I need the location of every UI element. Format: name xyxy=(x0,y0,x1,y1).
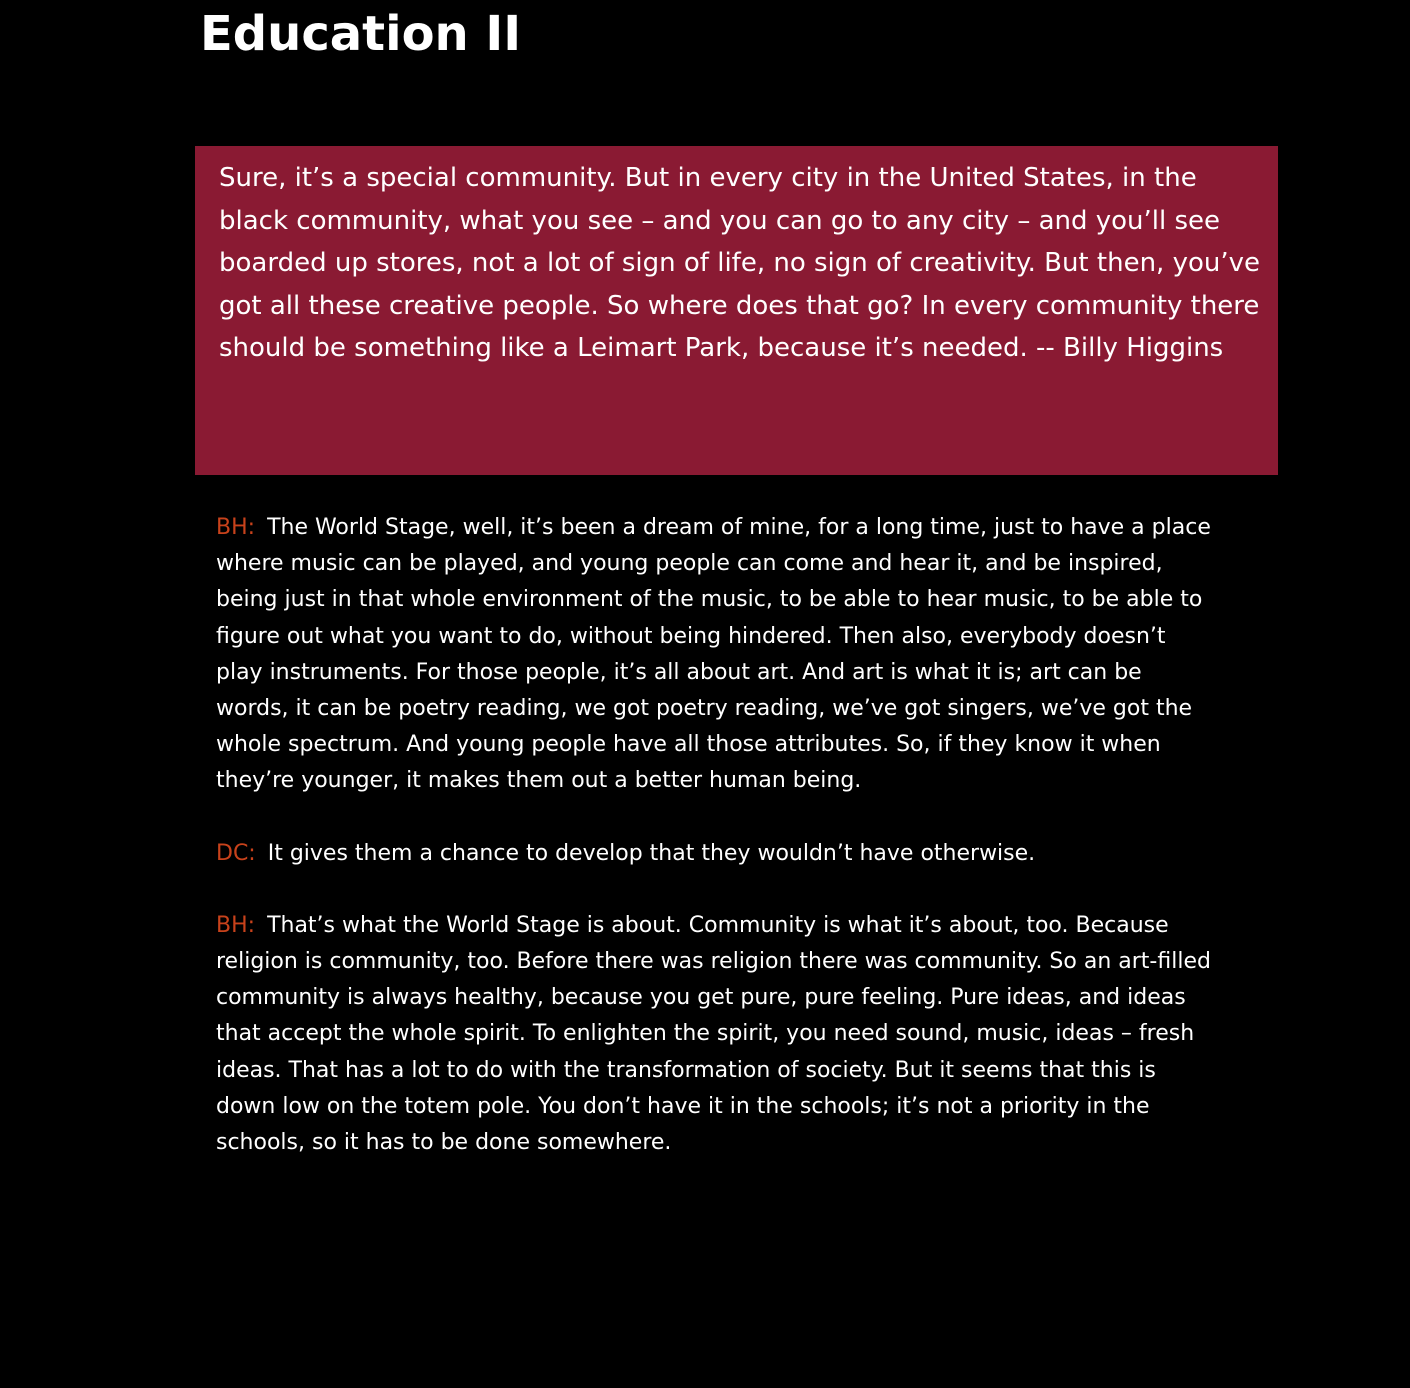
dialogue-paragraph xyxy=(216,836,1216,872)
quote-text: Sure, it’s a special community. But in every city in the United States, in the black community, what you see – and you can go to any city – and you’ll see boarded up stores, not a lot of sign of life, no sign of creativity. But then, you’ve got all these creative people. So where does that go? In every community there should be something like a Leimart Park, because it’s needed. -- Billy Higgins xyxy=(219,163,1260,363)
speaker-label: BH: xyxy=(216,912,256,938)
quote-box xyxy=(195,146,1278,475)
dialogue-section xyxy=(216,510,1216,1161)
speaker-label: BH: xyxy=(216,515,256,540)
dialogue-paragraph xyxy=(216,510,1216,800)
dialogue-text: The World Stage, well, it’s been a dream of mine, for a long time, just to have a place where music can be played, and young people can come and hear it, and be inspired, being just in that whole environment of the music, to be able to hear music, to be able to figure out what you want to do, without being hindered. Then also, everybody doesn’t play instruments. For those people, it’s all about art. And art is what it is; art can be words, it can be poetry reading, we got poetry reading, we’ve got singers, we’ve got the whole spectrum. And young people have all those attributes. So, if they know it when they’re younger, it makes them out a better human being. xyxy=(216,515,1211,794)
dialogue-text: It gives them a chance to develop that they wouldn’t have otherwise. xyxy=(267,840,1036,866)
dialogue-paragraph xyxy=(216,908,1216,1161)
page-title: Education II xyxy=(200,6,522,62)
speaker-label: DC: xyxy=(216,840,256,866)
dialogue-text: That’s what the World Stage is about. Community is what it’s about, too. Because religion is community, too. Before there was religion there was community. So an art-filled community is always healthy, because you get pure, pure feeling. Pure ideas, and ideas that accept the whole spirit. To enlighten the spirit, you need sound, music, ideas – fresh ideas. That has a lot to do with the transformation of society. But it seems that this is down low on the totem pole. You don’t have it in the schools; it’s not a priority in the schools, so it has to be done somewhere. xyxy=(216,912,1211,1156)
